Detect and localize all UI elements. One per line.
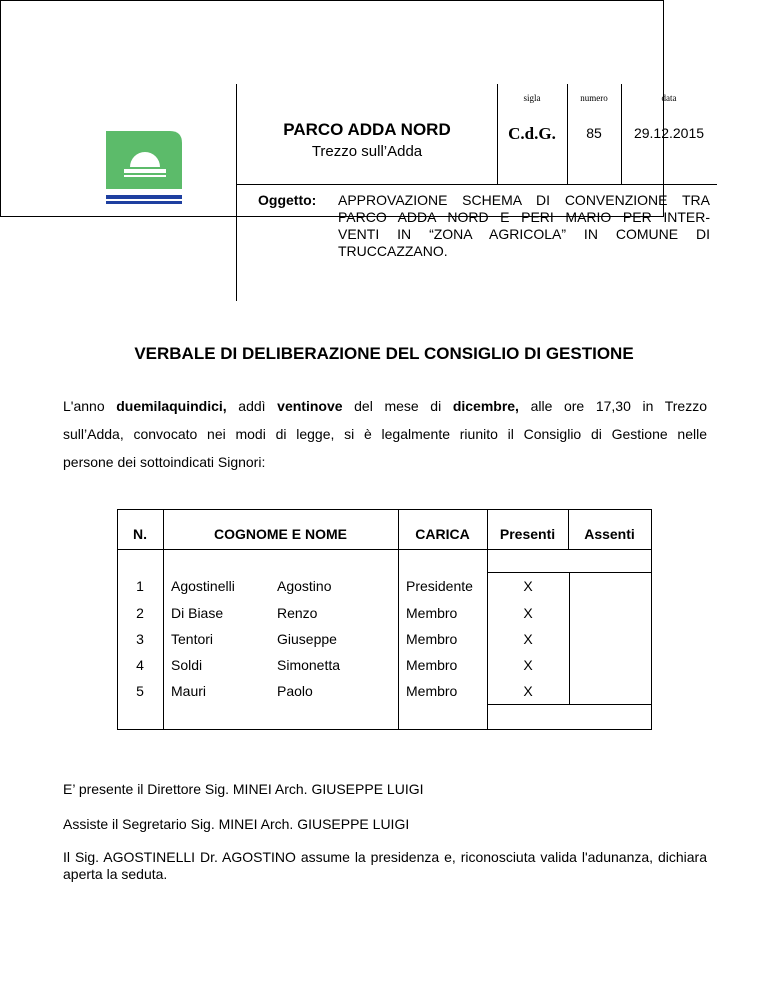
subject-line: APPROVAZIONE SCHEMA DI CONVENZIONE TRA [338, 192, 710, 208]
table-border [651, 509, 652, 730]
col-header-name: COGNOME E NOME [213, 526, 347, 542]
intro-day: ventinove [277, 398, 343, 414]
intro-line-1 [63, 398, 707, 414]
cell-cognome: Mauri [171, 683, 207, 699]
label-sigla: sigla [523, 93, 541, 103]
intro-text: addì [226, 398, 278, 414]
subject-line: TRUCCAZZANO. [338, 243, 448, 259]
table-border [117, 509, 652, 510]
cell-presente: X [523, 683, 533, 699]
cell-nome: Paolo [277, 683, 313, 699]
cell-presente: X [523, 605, 533, 621]
table-border [117, 549, 652, 550]
cell-presente: X [523, 578, 533, 594]
subject-line: VENTI IN “ZONA AGRICOLA” IN COMUNE DI [338, 226, 710, 242]
cell-n: 3 [136, 631, 144, 647]
sigla-value: C.d.G. [508, 124, 556, 143]
col-header-n: N. [133, 526, 147, 542]
col-header-assenti: Assenti [584, 526, 635, 542]
park-logo-icon [104, 131, 184, 205]
label-data: data [661, 93, 677, 103]
subject-label: Oggetto: [258, 192, 317, 208]
intro-text: alle ore 17,30 in Trezzo [518, 398, 707, 414]
cell-nome: Giuseppe [277, 631, 337, 647]
cell-carica: Presidente [406, 578, 473, 594]
subject-text [338, 192, 710, 260]
numero-value: 85 [586, 125, 602, 141]
intro-line-3: persone dei sottoindicati Signori: [63, 454, 266, 470]
table-border [163, 509, 164, 730]
org-name: PARCO ADDA NORD [283, 120, 451, 139]
direttore-line: E’ presente il Direttore Sig. MINEI Arch. GIUSEPPE LUIGI [63, 781, 424, 797]
cell-nome: Renzo [277, 605, 318, 621]
cell-nome: Simonetta [277, 657, 341, 673]
col-header-carica: CARICA [415, 526, 470, 542]
document-title: VERBALE DI DELIBERAZIONE DEL CONSIGLIO DI GESTIONE [134, 344, 634, 363]
table-border [569, 572, 570, 704]
org-city: Trezzo sull’Adda [311, 143, 423, 160]
cell-n: 5 [136, 683, 144, 699]
table-border [117, 729, 652, 730]
cell-nome: Agostino [277, 578, 332, 594]
header-divider-logo [236, 84, 237, 301]
data-value: 29.12.2015 [633, 125, 705, 141]
cell-carica: Membro [406, 605, 458, 621]
cell-presente: X [523, 657, 533, 673]
intro-text: L'anno [63, 398, 117, 414]
cell-cognome: Di Biase [171, 605, 224, 621]
cell-n: 2 [136, 605, 144, 621]
cell-carica: Membro [406, 631, 458, 647]
table-border [398, 509, 399, 730]
intro-text: del mese di [342, 398, 453, 414]
intro-line-2: sull’Adda, convocato nei modi di legge, si è legalmente riunito il Consiglio di Gestione nelle [63, 426, 707, 442]
cell-cognome: Tentori [171, 631, 214, 647]
cell-cognome: Agostinelli [171, 578, 235, 594]
cell-cognome: Soldi [171, 657, 203, 673]
cell-n: 1 [136, 578, 144, 594]
table-border [487, 704, 651, 705]
intro-month: dicembre, [452, 398, 519, 414]
label-numero: numero [580, 93, 608, 103]
cell-carica: Membro [406, 683, 458, 699]
segretario-line: Assiste il Segretario Sig. MINEI Arch. GIUSEPPE LUIGI [63, 816, 410, 832]
subject-line: PARCO ADDA NORD E PERI MARIO PER INTER- [338, 209, 710, 225]
cell-carica: Membro [406, 657, 458, 673]
col-header-presenti: Presenti [499, 526, 556, 542]
header-divider-row [236, 184, 717, 185]
intro-year: duemilaquindici, [116, 398, 227, 414]
presidenza-paragraph: Il Sig. AGOSTINELLI Dr. AGOSTINO assume la presidenza e, riconosciuta valida l'adunanza, dichiara aperta la seduta. [63, 849, 707, 882]
cell-n: 4 [136, 657, 144, 673]
cell-presente: X [523, 631, 533, 647]
